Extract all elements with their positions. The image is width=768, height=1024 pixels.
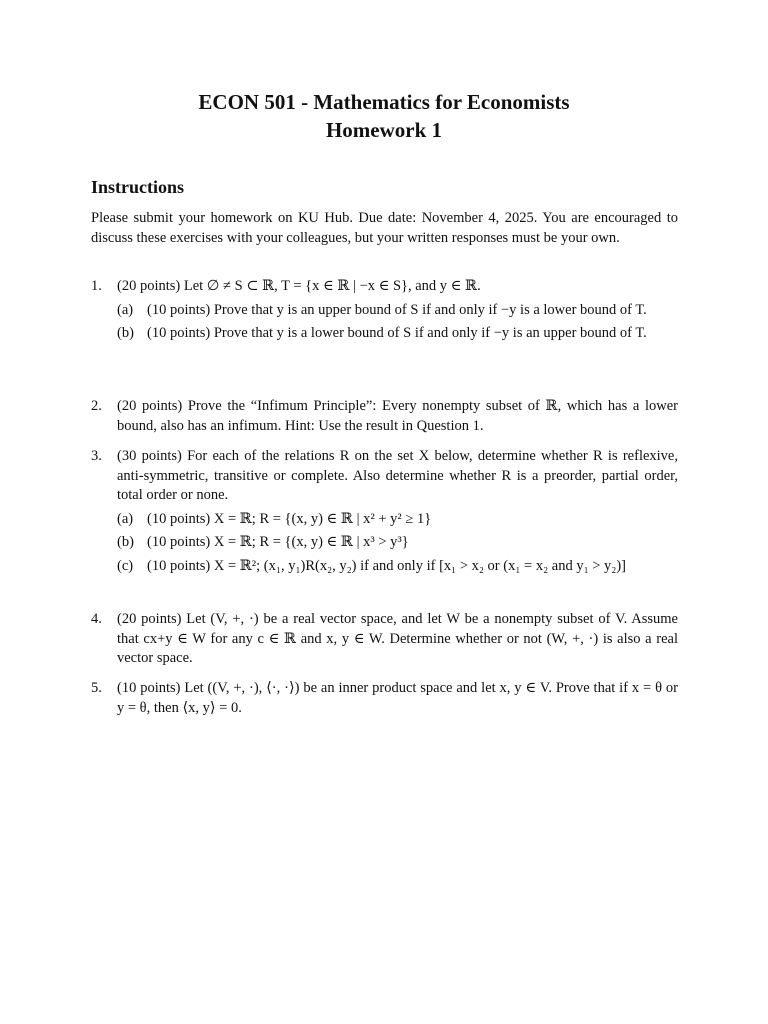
question-text: (10 points) Let ((V, +, ·), ⟨·, ·⟩) be an inner product space and let x, y ∈ V. Prove that if x = θ or y = θ, then ⟨x, y⟩ = 0. <box>117 680 678 716</box>
part-label: (a) <box>117 510 134 527</box>
part-text: (10 points) X = ℝ; R = {(x, y) ∈ ℝ | x² + y² ≥ 1} <box>147 510 432 527</box>
instructions-text: Please submit your homework on KU Hub. Due date: November 4, 2025. You are encouraged to discuss these exercises with your colleagues, but your written responses must be your own. <box>91 210 678 246</box>
question-number: 3. <box>91 448 102 464</box>
question-part <box>117 324 678 344</box>
question-number: 1. <box>91 278 102 294</box>
part-label: (a) <box>117 301 134 318</box>
question-text: (30 points) For each of the relations R on the set X below, determine whether R is reflexive, anti-symmetric, transitive or complete. Also determine whether R is a preorder, partial order, total order or none. <box>117 448 678 503</box>
question-text: (20 points) Prove the “Infimum Principle”: Every nonempty subset of ℝ, which has a lower bound, also has an infimum. Hint: Use the result in Question 1. <box>117 398 678 434</box>
question-parts <box>117 510 678 577</box>
part-text: (10 points) Prove that y is a lower bound of S if and only if −y is an upper bound of T. <box>147 325 647 341</box>
question-part <box>117 557 678 577</box>
question-text: (20 points) Let (V, +, ·) be a real vector space, and let W be a nonempty subset of V. Assume that cx+y ∈ W for any c ∈ ℝ and x, y ∈ W. Determine whether or not (W, +, ·) is also a real vector space. <box>117 611 678 666</box>
question-4 <box>91 610 678 669</box>
question-number: 5. <box>91 680 102 696</box>
question-part <box>117 510 678 530</box>
question-5 <box>91 679 678 718</box>
part-text: (10 points) X = ℝ; R = {(x, y) ∈ ℝ | x³ > y³} <box>147 534 409 550</box>
question-3 <box>91 447 678 576</box>
question-part <box>117 533 678 553</box>
part-label: (c) <box>117 557 134 574</box>
part-label: (b) <box>117 325 134 341</box>
question-parts <box>117 301 678 344</box>
question-number: 2. <box>91 398 102 414</box>
course-title: ECON 501 - Mathematics for Economists <box>198 90 570 114</box>
question-1 <box>91 277 678 344</box>
question-part <box>117 301 678 321</box>
part-label: (b) <box>117 534 134 550</box>
question-2 <box>91 397 678 436</box>
question-text: (20 points) Let ∅ ≠ S ⊂ ℝ, T = {x ∈ ℝ | −x ∈ S}, and y ∈ ℝ. <box>117 278 481 294</box>
question-number: 4. <box>91 611 102 627</box>
part-text: (10 points) Prove that y is an upper bound of S if and only if −y is a lower bound of T. <box>147 301 647 318</box>
part-text: (10 points) X = ℝ²; (x₁, y₁)R(x₂, y₂) if and only if [x₁ > x₂ or (x₁ = x₂ and y₁ > y₂)] <box>147 557 627 574</box>
document-title <box>0 88 768 144</box>
assignment-title: Homework 1 <box>325 118 443 142</box>
instructions-heading: Instructions <box>91 177 185 197</box>
